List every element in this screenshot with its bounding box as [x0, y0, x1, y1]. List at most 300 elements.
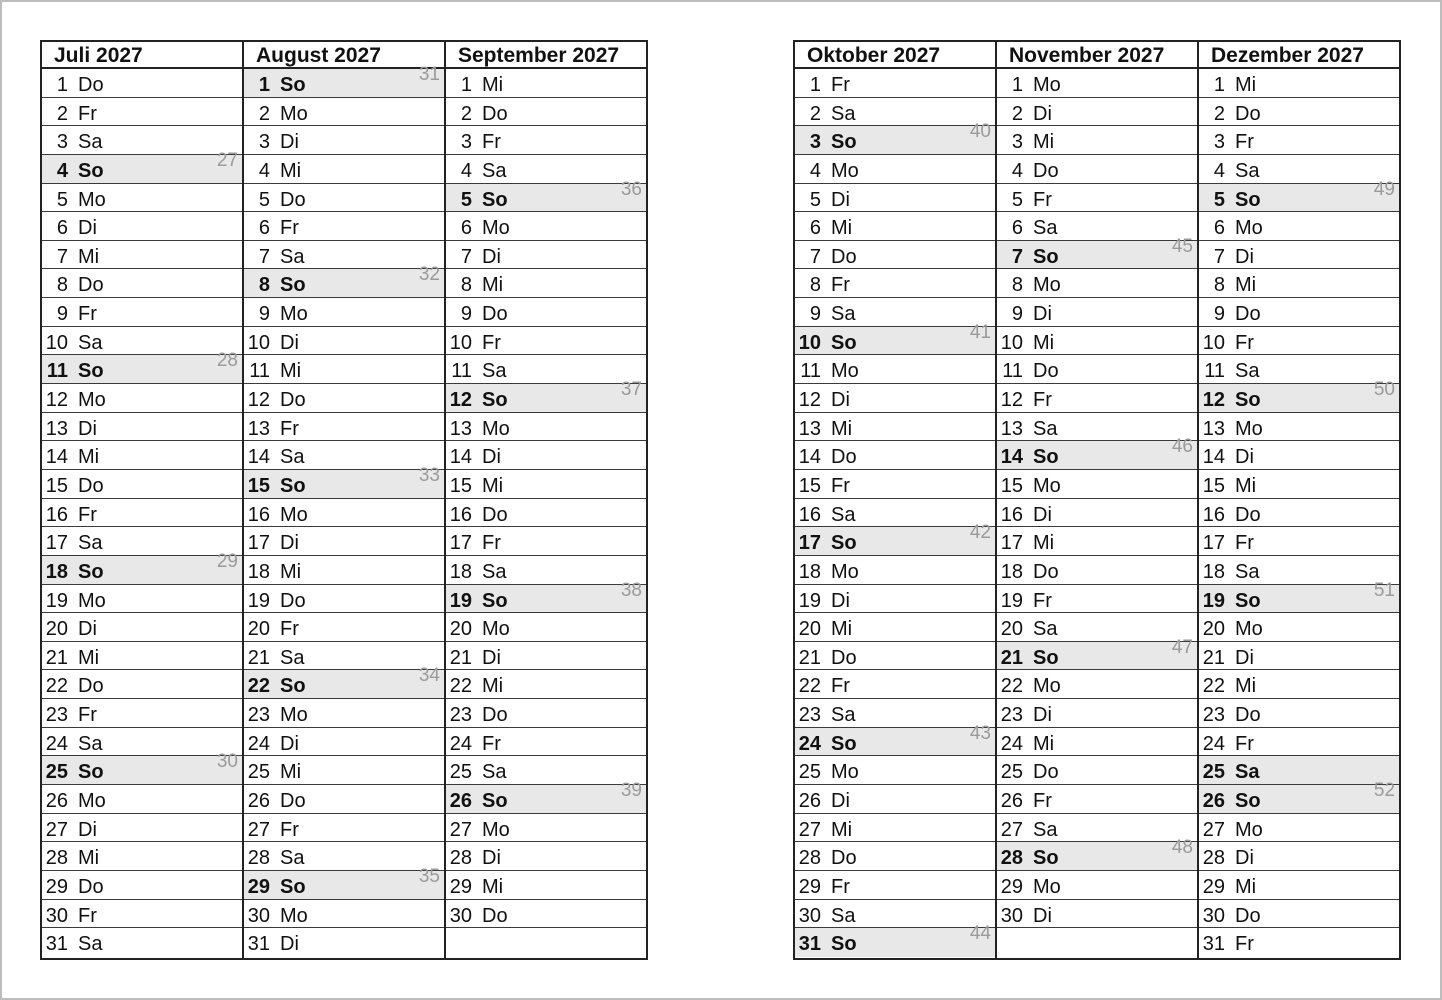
weekday: Mi: [1033, 532, 1055, 555]
weekday: Fr: [1235, 331, 1254, 354]
weekday: Di: [78, 818, 97, 841]
row-shading: [42, 155, 242, 183]
day-number: 30: [1202, 904, 1225, 927]
day-row: [446, 756, 646, 785]
sunday-row: [244, 64, 444, 98]
day-row: [42, 126, 242, 155]
day-row: [446, 69, 646, 98]
weekday: Mo: [831, 159, 859, 182]
sunday-row: [1199, 579, 1399, 614]
row-shading: [1199, 384, 1399, 412]
weekday: Sa: [831, 102, 856, 125]
day-number: 4: [1011, 159, 1023, 182]
day-number: 16: [45, 503, 68, 526]
day-row: [795, 98, 995, 127]
day-row: [795, 413, 995, 442]
weekday: Di: [482, 446, 501, 469]
row-shading: [42, 355, 242, 383]
weekday: Mo: [1033, 74, 1061, 96]
weekday: Mo: [831, 560, 859, 583]
day-row: [997, 900, 1197, 929]
weekday: Mi: [78, 847, 100, 870]
weekday: Fr: [78, 102, 97, 125]
day-list: [42, 69, 242, 958]
day-number: 30: [247, 904, 270, 927]
day-number: 10: [798, 331, 821, 354]
sunday-row: [795, 522, 995, 556]
day-number: 13: [247, 417, 270, 440]
weekday: Do: [78, 74, 104, 96]
day-row: [997, 212, 1197, 241]
day-number: 18: [247, 560, 270, 583]
day-number: 18: [1202, 560, 1225, 583]
week-number: 40: [969, 121, 991, 143]
weekday: Do: [482, 102, 508, 125]
weekday: Mi: [1033, 331, 1055, 354]
day-number: 15: [1202, 474, 1225, 497]
day-number: 21: [45, 646, 68, 669]
week-number: 47: [1171, 636, 1193, 658]
weekday: Sa: [78, 131, 103, 154]
day-row: [997, 728, 1197, 757]
weekday: Do: [482, 904, 508, 927]
day-number: 29: [45, 875, 68, 898]
day-number: 11: [46, 360, 68, 383]
weekday: Sa: [78, 732, 103, 755]
weekday: So: [1235, 188, 1261, 211]
sunday-row: [997, 837, 1197, 871]
day-row: [42, 241, 242, 270]
day-row: [244, 413, 444, 442]
day-row: [244, 756, 444, 785]
day-number: 4: [56, 159, 68, 182]
weekday: Mi: [831, 217, 853, 240]
weekday: Sa: [1033, 818, 1058, 841]
weekday: Mo: [482, 818, 510, 841]
day-number: 11: [800, 360, 821, 383]
sunday-row: [795, 722, 995, 757]
day-number: 18: [798, 560, 821, 583]
day-number: 15: [798, 474, 821, 497]
day-row: [446, 842, 646, 871]
sunday-row: [1199, 780, 1399, 814]
day-number: 17: [1000, 532, 1023, 555]
day-row: [446, 298, 646, 327]
day-row: [42, 699, 242, 728]
day-row: [795, 613, 995, 642]
weekday: Do: [831, 446, 857, 469]
weekday: So: [280, 74, 306, 96]
weekday: Fr: [1033, 589, 1052, 612]
row-shading: [1199, 585, 1399, 613]
day-number: 15: [45, 474, 68, 497]
day-number: 1: [56, 74, 68, 96]
weekday: Mo: [482, 217, 510, 240]
day-row: [244, 585, 444, 614]
day-number: 2: [460, 102, 472, 125]
day-number: 5: [1011, 188, 1023, 211]
weekday: Fr: [1235, 131, 1254, 154]
week-number: 44: [969, 923, 991, 945]
day-row: [997, 470, 1197, 499]
weekday: Mo: [1235, 217, 1263, 240]
weekday: Sa: [831, 503, 856, 526]
day-number: 12: [449, 389, 472, 412]
day-row: [795, 699, 995, 728]
month-title: August 2027: [244, 42, 444, 69]
day-row: [1199, 499, 1399, 528]
weekday: Mi: [1235, 875, 1257, 898]
weekday: Mi: [280, 159, 302, 182]
day-number: 9: [809, 303, 821, 326]
day-number: 11: [249, 360, 270, 383]
day-number: 20: [449, 618, 472, 641]
weekday: Fr: [78, 503, 97, 526]
row-shading: [446, 585, 646, 613]
weekday: Fr: [1033, 188, 1052, 211]
week-number: 42: [969, 522, 991, 544]
day-number: 2: [1213, 102, 1225, 125]
day-number: 17: [449, 532, 472, 555]
day-row: [446, 441, 646, 470]
weekday: Do: [280, 188, 306, 211]
day-number: 25: [247, 761, 270, 784]
day-number: 30: [798, 904, 821, 927]
day-row: [1199, 269, 1399, 298]
empty-row: [446, 928, 646, 957]
month-column: [242, 42, 444, 958]
sunday-row: [244, 665, 444, 699]
month-column: [1197, 42, 1399, 958]
day-row: [42, 98, 242, 127]
day-number: 22: [45, 675, 68, 698]
week-number: 28: [216, 350, 238, 372]
weekday: Mi: [482, 274, 504, 297]
day-row: [1199, 814, 1399, 843]
day-row: [244, 699, 444, 728]
holiday-row: [1199, 756, 1399, 785]
day-number: 18: [1000, 560, 1023, 583]
weekday: Fr: [78, 303, 97, 326]
weekday: Di: [482, 646, 501, 669]
day-row: [446, 470, 646, 499]
day-row: [1199, 699, 1399, 728]
day-row: [997, 814, 1197, 843]
weekday: Di: [1235, 646, 1254, 669]
week-number: 33: [418, 464, 440, 486]
weekday: So: [280, 675, 306, 698]
day-number: 7: [460, 245, 472, 268]
day-row: [1199, 355, 1399, 384]
day-row: [244, 155, 444, 184]
row-shading: [997, 842, 1197, 870]
day-row: [446, 613, 646, 642]
weekday: So: [482, 188, 508, 211]
day-number: 27: [449, 818, 472, 841]
weekday: Do: [78, 474, 104, 497]
sunday-row: [244, 464, 444, 499]
weekday: Do: [280, 589, 306, 612]
weekday: Do: [1235, 102, 1261, 125]
day-number: 17: [798, 532, 821, 555]
day-number: 27: [798, 818, 821, 841]
day-row: [795, 298, 995, 327]
day-number: 17: [247, 532, 270, 555]
day-number: 29: [1000, 875, 1023, 898]
weekday: Sa: [280, 446, 305, 469]
day-row: [795, 69, 995, 98]
day-number: 25: [798, 761, 821, 784]
sunday-row: [795, 923, 995, 957]
row-shading: [997, 241, 1197, 269]
day-list: [446, 69, 646, 958]
month-column: [995, 42, 1197, 958]
day-row: [997, 184, 1197, 213]
weekday: Mi: [831, 818, 853, 841]
day-number: 8: [1011, 274, 1023, 297]
day-row: [1199, 842, 1399, 871]
weekday: Di: [482, 847, 501, 870]
day-row: [1199, 871, 1399, 900]
row-shading: [1199, 756, 1399, 784]
weekday: So: [1235, 589, 1261, 612]
day-number: 18: [45, 560, 68, 583]
day-row: [795, 441, 995, 470]
weekday: Fr: [482, 131, 501, 154]
day-row: [1199, 556, 1399, 585]
day-row: [1199, 69, 1399, 98]
day-row: [1199, 928, 1399, 957]
day-number: 6: [460, 217, 472, 240]
sunday-row: [997, 436, 1197, 470]
day-row: [244, 556, 444, 585]
weekday: Do: [78, 875, 104, 898]
row-shading: [1199, 184, 1399, 212]
week-number: 46: [1171, 436, 1193, 458]
day-number: 7: [1213, 245, 1225, 268]
weekday: Mi: [1033, 732, 1055, 755]
day-row: [795, 756, 995, 785]
weekday: Mo: [1235, 618, 1263, 641]
empty-row: [997, 928, 1197, 957]
day-number: 14: [449, 446, 472, 469]
day-row: [244, 98, 444, 127]
day-number: 29: [247, 875, 270, 898]
day-row: [244, 842, 444, 871]
day-number: 13: [45, 417, 68, 440]
day-row: [42, 441, 242, 470]
day-row: [1199, 241, 1399, 270]
day-number: 4: [258, 159, 270, 182]
day-number: 27: [1202, 818, 1225, 841]
day-number: 26: [449, 790, 472, 813]
day-row: [446, 499, 646, 528]
row-shading: [244, 470, 444, 498]
weekday: Mi: [78, 446, 100, 469]
day-row: [795, 900, 995, 929]
month-title: November 2027: [997, 42, 1197, 69]
weekday: Mo: [1033, 474, 1061, 497]
day-number: 12: [247, 389, 270, 412]
day-row: [1199, 900, 1399, 929]
day-row: [446, 728, 646, 757]
weekday: Fr: [1033, 389, 1052, 412]
weekday: Do: [280, 790, 306, 813]
sunday-row: [244, 865, 444, 900]
weekday: Mo: [280, 102, 308, 125]
day-number: 14: [247, 446, 270, 469]
day-number: 1: [809, 74, 821, 96]
day-number: 16: [1202, 503, 1225, 526]
day-number: 8: [809, 274, 821, 297]
row-shading: [997, 642, 1197, 670]
day-number: 15: [1000, 474, 1023, 497]
day-number: 4: [809, 159, 821, 182]
day-number: 26: [247, 790, 270, 813]
weekday: Di: [280, 732, 299, 755]
day-number: 28: [45, 847, 68, 870]
sunday-row: [1199, 379, 1399, 413]
day-row: [997, 499, 1197, 528]
row-shading: [997, 441, 1197, 469]
weekday: Do: [482, 704, 508, 727]
day-row: [244, 212, 444, 241]
day-number: 25: [1202, 761, 1225, 784]
day-number: 31: [1202, 933, 1225, 956]
weekday: Mi: [831, 618, 853, 641]
day-number: 23: [449, 704, 472, 727]
weekday: Sa: [1235, 159, 1260, 182]
sunday-row: [997, 636, 1197, 671]
day-number: 25: [45, 761, 68, 784]
weekday: Di: [831, 389, 850, 412]
day-number: 20: [45, 618, 68, 641]
day-number: 24: [45, 732, 68, 755]
day-row: [42, 785, 242, 814]
day-row: [244, 184, 444, 213]
day-row: [795, 241, 995, 270]
week-number: 27: [216, 149, 238, 171]
weekday: Di: [280, 131, 299, 154]
weekday: Mo: [78, 790, 106, 813]
day-number: 2: [56, 102, 68, 125]
row-shading: [446, 184, 646, 212]
day-row: [446, 814, 646, 843]
sunday-row: [1199, 178, 1399, 213]
weekday: Fr: [482, 331, 501, 354]
day-row: [446, 642, 646, 671]
day-row: [795, 269, 995, 298]
day-number: 23: [1000, 704, 1023, 727]
day-number: 16: [798, 503, 821, 526]
weekday: So: [831, 131, 857, 154]
day-row: [997, 355, 1197, 384]
day-row: [1199, 212, 1399, 241]
weekday: Fr: [831, 74, 850, 96]
week-number: 34: [418, 665, 440, 687]
day-number: 11: [451, 360, 472, 383]
day-row: [997, 126, 1197, 155]
day-row: [446, 155, 646, 184]
day-number: 22: [449, 675, 472, 698]
day-row: [795, 871, 995, 900]
month-column: [444, 42, 646, 958]
day-row: [1199, 155, 1399, 184]
day-number: 19: [798, 589, 821, 612]
day-row: [42, 69, 242, 98]
day-row: [244, 298, 444, 327]
day-number: 16: [247, 503, 270, 526]
weekday: Mi: [1235, 474, 1257, 497]
day-row: [795, 556, 995, 585]
day-row: [42, 413, 242, 442]
day-number: 20: [1202, 618, 1225, 641]
day-row: [42, 212, 242, 241]
day-number: 3: [56, 131, 68, 154]
day-row: [42, 269, 242, 298]
sunday-row: [795, 321, 995, 356]
day-number: 16: [1000, 503, 1023, 526]
day-row: [1199, 98, 1399, 127]
day-number: 26: [1000, 790, 1023, 813]
day-number: 28: [247, 847, 270, 870]
weekday: Sa: [831, 704, 856, 727]
weekday: Mi: [280, 560, 302, 583]
day-number: 21: [449, 646, 472, 669]
weekday: So: [280, 274, 306, 297]
day-number: 20: [247, 618, 270, 641]
day-row: [795, 355, 995, 384]
day-number: 22: [1000, 675, 1023, 698]
day-row: [244, 814, 444, 843]
day-row: [1199, 642, 1399, 671]
day-number: 27: [1000, 818, 1023, 841]
day-number: 7: [258, 245, 270, 268]
weekday: Sa: [280, 245, 305, 268]
day-row: [997, 785, 1197, 814]
weekday: Mi: [1235, 675, 1257, 698]
weekday: So: [1033, 245, 1059, 268]
row-shading: [244, 69, 444, 97]
weekday: So: [831, 732, 857, 755]
day-number: 14: [45, 446, 68, 469]
week-number: 50: [1373, 379, 1395, 401]
weekday: Sa: [1033, 217, 1058, 240]
weekday: Do: [1235, 503, 1261, 526]
day-number: 12: [798, 389, 821, 412]
row-shading: [446, 384, 646, 412]
sunday-row: [42, 751, 242, 785]
day-number: 1: [460, 74, 472, 96]
day-number: 23: [247, 704, 270, 727]
weekday: Fr: [482, 732, 501, 755]
day-number: 2: [809, 102, 821, 125]
day-number: 21: [798, 646, 821, 669]
day-row: [446, 98, 646, 127]
week-number: 51: [1373, 579, 1395, 601]
day-row: [997, 871, 1197, 900]
day-number: 20: [1000, 618, 1023, 641]
day-number: 23: [1202, 704, 1225, 727]
day-number: 7: [1011, 245, 1023, 268]
day-list: [795, 69, 995, 958]
weekday: Sa: [1235, 761, 1260, 784]
day-number: 23: [45, 704, 68, 727]
weekday: Sa: [482, 761, 507, 784]
day-number: 15: [449, 474, 472, 497]
row-shading: [244, 670, 444, 698]
weekday: Di: [78, 417, 97, 440]
